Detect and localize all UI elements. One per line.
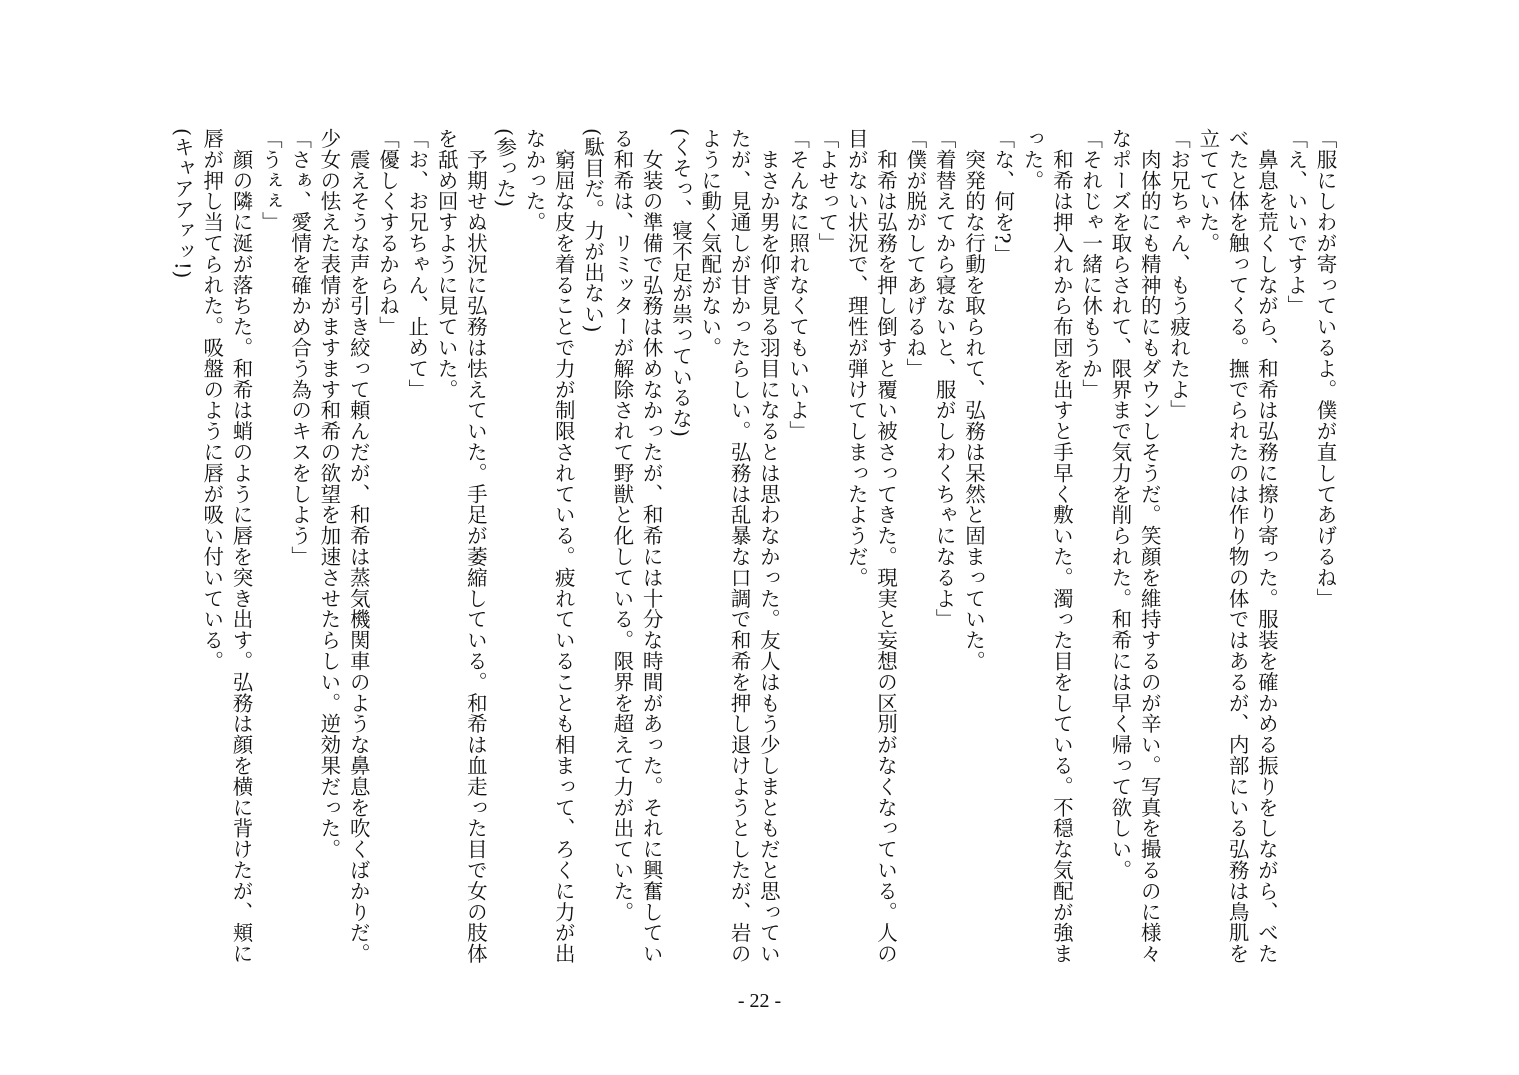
page-number: - 22 - <box>737 990 782 1012</box>
text-line: なポーズを取らされて、限界まで気力を削られた。和希には早く帰って欲しい。 <box>1107 128 1132 881</box>
text-line: を舐め回すように見ていた。 <box>434 128 459 400</box>
text-line: 「え、いいですよ」 <box>1283 128 1308 317</box>
text-line: 女装の準備で弘務は休めなかったが、和希には十分な時間があった。それに興奮してい <box>639 128 664 964</box>
text-line: 「な、何を?」 <box>990 128 1015 265</box>
text-line: 「服にしわが寄っているよ。僕が直してあげるね」 <box>1313 128 1337 609</box>
text-line: ように動く気配がない。 <box>697 128 722 358</box>
text-line: 和希は押入れから布団を出すと手早く敷いた。濁った目をしている。不穏な気配が強ま <box>1049 128 1074 964</box>
text-line: 「お兄ちゃん、もう疲れたよ」 <box>1166 128 1191 421</box>
text-line: 「着替えてから寝ないと、服がしわくちゃになるよ」 <box>932 128 957 630</box>
text-line: 肉体的にも精神的にもダウンしそうだ。笑顔を維持するのが辛い。写真を撮るのに様々 <box>1137 128 1162 964</box>
text-line: べたと体を触ってくる。撫でられたのは作り物の体ではあるが、内部にいる弘務は鳥肌を <box>1225 128 1250 964</box>
body-text <box>167 128 1339 978</box>
text-line: (くそっ、寝不足が祟っているな) <box>668 128 693 438</box>
text-line: 窮屈な皮を着ることで力が制限されている。疲れていることも相まって、ろくに力が出 <box>551 128 576 964</box>
text-line: 少女の怯えた表情がますます和希の欲望を加速させたらしい。逆効果だった。 <box>316 128 341 860</box>
text-line: 顔の隣に涎が落ちた。和希は蛸のように唇を突き出す。弘務は顔を横に背けたが、頬に <box>229 128 254 964</box>
text-line: 「うぇぇ」 <box>258 128 283 233</box>
text-line: (キャアアァッ!) <box>170 128 195 279</box>
text-line: 震えそうな声を引き絞って頼んだが、和希は蒸気機関車のような鼻息を吹くばかりだ。 <box>346 128 371 964</box>
text-line: った。 <box>1020 128 1045 191</box>
text-line: 和希は弘務を押し倒すと覆い被さってきた。現実と妄想の区別がなくなっている。人の <box>873 128 898 964</box>
text-line: 予期せぬ状況に弘務は怯えていた。手足が萎縮している。和希は血走った目で女の肢体 <box>463 128 488 964</box>
text-line: 「優しくするからね」 <box>375 128 400 337</box>
text-line: 「よせって」 <box>814 128 839 254</box>
text-line: る和希は、リミッターが解除されて野獣と化している。限界を超えて力が出ていた。 <box>609 128 634 923</box>
text-line: (駄目だ。力が出ない) <box>580 128 605 333</box>
text-line: たが、見通しが甘かったらしい。弘務は乱暴な口調で和希を押し退けようとしたが、岩の <box>727 128 752 964</box>
text-line: 鼻息を荒くしながら、和希は弘務に擦り寄った。服装を確かめる振りをしながら、べた <box>1254 128 1279 964</box>
text-line: 「僕が脱がしてあげるね」 <box>902 128 927 379</box>
text-line: 立てていた。 <box>1195 128 1220 254</box>
text-line: 「さぁ、愛情を確かめ合う為のキスをしよう」 <box>287 128 312 567</box>
text-line: 突発的な行動を取られて、弘務は呆然と固まっていた。 <box>961 128 986 672</box>
text-line: 「それじゃ一緒に休もうか」 <box>1078 128 1103 400</box>
text-line: 唇が押し当てられた。吸盤のように唇が吸い付いている。 <box>199 128 224 672</box>
text-line: 「そんなに照れなくてもいいよ」 <box>785 128 810 442</box>
text-line: 「お、お兄ちゃん、止めて」 <box>404 128 429 400</box>
text-line: (参った) <box>492 128 517 208</box>
text-line: まさか男を仰ぎ見る羽目になるとは思わなかった。友人はもう少しまともだと思ってい <box>756 128 781 964</box>
text-line: なかった。 <box>521 128 546 233</box>
text-line: 目がない状況で、理性が弾けてしまったようだ。 <box>844 128 869 588</box>
